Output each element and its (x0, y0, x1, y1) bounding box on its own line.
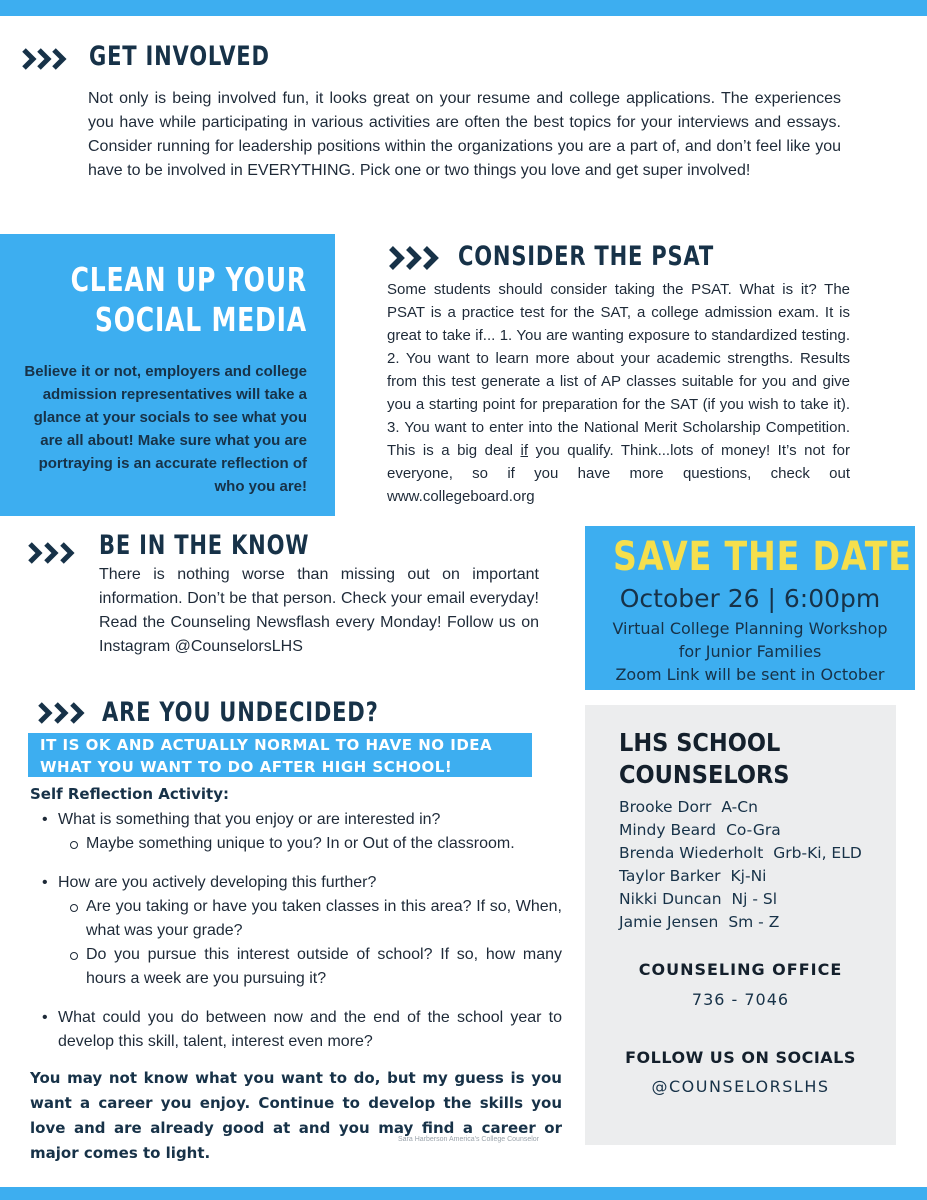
counselor-name: Taylor Barker (619, 867, 721, 885)
socials-handle: @COUNSELORSLHS (651, 1077, 830, 1096)
list-item (40, 871, 562, 991)
get-involved-body: Not only is being involved fun, it looks great on your resume and college applications. The experiences you have while participating in various activities are often the best topics for your interviews and essays. Consider running for leadership positions within the organizations you are a part of, and don’t feel like you have to be involved in EVERYTHING. Pick one or two things you love and get super involved! (88, 90, 841, 179)
top-accent-bar (0, 0, 927, 16)
counselor-name: Mindy Beard (619, 821, 717, 839)
social-media-box (0, 234, 335, 516)
closing-paragraph: You may not know what you want to do, but my guess is you want a career you enjoy. Continue to develop the skills you love and are already good at and you may find a career or major comes to light. (30, 1069, 562, 1162)
counselors-title-line2: COUNSELORS (619, 760, 790, 789)
list-item: Maybe something unique to you? In or Out of the classroom. (58, 832, 562, 856)
triple-chevron-icon (28, 541, 76, 565)
counselor-caseload: Nj - Sl (731, 890, 778, 908)
psat-body-emphasis: if (520, 442, 528, 459)
credit-text: Sara Harberson America's College Counselor (398, 1136, 540, 1143)
save-the-date-box (585, 526, 915, 690)
counselor-caseload: Sm - Z (728, 913, 780, 931)
counselor-caseload: Co-Gra (726, 821, 781, 839)
question-text: How are you actively developing this further? (58, 874, 377, 891)
counselors-title-line1: LHS SCHOOL (619, 728, 781, 757)
list-item: • What could you do between now and the end of the school year to develop this skill, talent, interest even more? (40, 1006, 562, 1054)
event-note: Zoom Link will be sent in October (615, 665, 885, 684)
psat-body-part1: Some students should consider taking the PSAT. What is it? The PSAT is a practice test for the SAT, a college admission exam. It is great to take if... 1. You are wanting exposure to standardized testing. 2. You want to learn more about your academic strengths. Results from this test generate a list of AP classes suitable for you and give you a starting point for preparation for the SAT (if you wish to take it). 3. You want to enter into the National Merit Scholarship Competition. This is a big deal (387, 281, 850, 459)
event-date-time: October 26 | 6:00pm (619, 584, 881, 613)
counselor-list (619, 796, 862, 934)
counselor-caseload: Grb-Ki, ELD (773, 844, 862, 862)
list-item (619, 819, 862, 842)
be-in-the-know-heading: BE IN THE KNOW (99, 530, 310, 561)
social-media-body: Believe it or not, employers and college admission representatives will take a glance at your socials to see what you are all about! Make sure what you are portraying is an accurate reflection of who you are! (24, 363, 307, 495)
counselor-caseload: A-Cn (721, 798, 758, 816)
psat-body-part2: you qualify. Think...lots of money! It’s not for everyone, so if you have more questions, check out www.collegeboard.org (387, 442, 850, 505)
social-media-heading-line1: CLEAN UP YOUR (70, 260, 307, 299)
save-the-date-title: SAVE THE DATE (613, 534, 912, 580)
triple-chevron-icon (38, 701, 86, 725)
self-reflection-subheading: Self Reflection Activity: (30, 785, 229, 803)
triple-chevron-icon (388, 245, 440, 271)
list-item (619, 911, 862, 934)
psat-body (387, 278, 850, 508)
counseling-office-phone: 736 - 7046 (691, 990, 790, 1009)
list-item: Are you taking or have you taken classes in this area? If so, When, what was your grade? (58, 895, 562, 943)
list-item: Do you pursue this interest outside of school? If so, how many hours a week are you pursuing it? (58, 943, 562, 991)
triple-chevron-icon (22, 47, 68, 71)
list-item (619, 842, 862, 865)
list-item (619, 888, 862, 911)
social-media-heading (71, 260, 307, 340)
undecided-banner (28, 733, 532, 777)
bottom-accent-bar (0, 1187, 927, 1200)
counselor-name: Brenda Wiederholt (619, 844, 764, 862)
reflection-question-list (40, 808, 562, 1054)
list-item (619, 865, 862, 888)
undecided-banner-text: IT IS OK AND ACTUALLY NORMAL TO HAVE NO IDEA WHAT YOU WANT TO DO AFTER HIGH SCHOOL! (40, 736, 493, 776)
undecided-heading: ARE YOU UNDECIDED? (102, 697, 379, 728)
question-text: What is something that you enjoy or are interested in? (58, 811, 441, 828)
event-audience: for Junior Families (678, 642, 822, 661)
event-name: Virtual College Planning Workshop (612, 619, 888, 638)
list-item (40, 808, 562, 856)
counselor-name: Nikki Duncan (619, 890, 722, 908)
list-item (619, 796, 862, 819)
be-in-the-know-body: There is nothing worse than missing out on important information. Don’t be that person. Check your email everyday! Read the Counseling Newsflash every Monday! Follow us on Instagram @CounselorsLHS (99, 566, 539, 655)
socials-label: FOLLOW US ON SOCIALS (625, 1048, 856, 1067)
psat-heading: CONSIDER THE PSAT (458, 241, 715, 272)
counselors-panel (585, 705, 896, 1145)
counselors-title (619, 727, 790, 791)
counselor-name: Jamie Jensen (619, 913, 719, 931)
social-media-heading-line2: SOCIAL MEDIA (94, 300, 307, 339)
counselor-caseload: Kj-Ni (730, 867, 767, 885)
counseling-office-label: COUNSELING OFFICE (638, 960, 843, 979)
counselor-name: Brooke Dorr (619, 798, 712, 816)
get-involved-heading: GET INVOLVED (89, 41, 270, 72)
